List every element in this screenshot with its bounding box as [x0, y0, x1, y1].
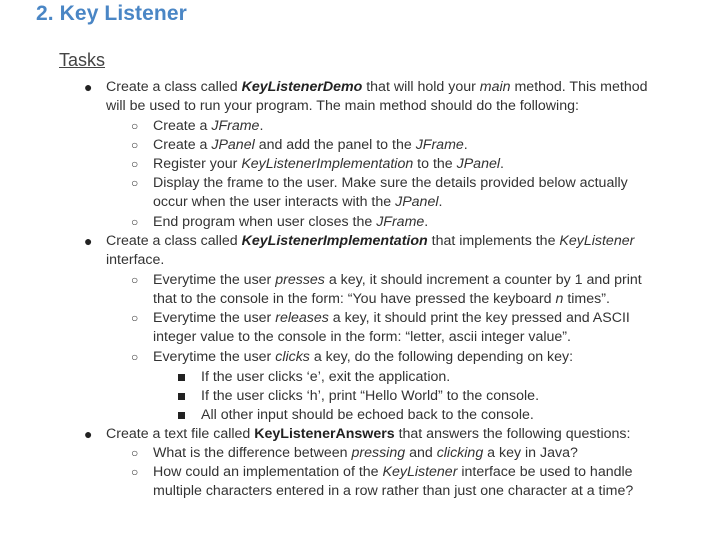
subtask-create-jframe: ○ Create a JFrame.	[153, 117, 263, 136]
subsubtask-other: All other input should be echoed back to the console.	[201, 406, 534, 425]
circle-bullet-icon: ○	[131, 350, 139, 364]
square-bullet-icon	[178, 374, 185, 381]
section-heading: 2. Key Listener	[36, 2, 187, 25]
circle-bullet-icon: ○	[131, 465, 139, 479]
task-item-1: ● Create a class called KeyListenerDemo that will hold your main method. This method will be used to run your program. The main method should do the following:	[84, 79, 648, 115]
bullet-icon: ●	[84, 79, 93, 95]
subtask-end-program: ○ End program when user closes the JFrame.	[153, 213, 428, 232]
square-bullet-icon	[178, 412, 185, 419]
circle-bullet-icon: ○	[131, 273, 139, 287]
circle-bullet-icon: ○	[131, 311, 139, 325]
circle-bullet-icon: ○	[131, 446, 139, 460]
circle-bullet-icon: ○	[131, 119, 139, 133]
task-item-3: ● Create a text file called KeyListenerAnswers that answers the following questions:	[106, 425, 630, 444]
question-pressing-clicking: ○ What is the difference between pressing and clicking a key in Java?	[153, 444, 578, 463]
subtask-create-jpanel: ○ Create a JPanel and add the panel to the JFrame.	[153, 136, 468, 155]
bullet-icon: ●	[84, 426, 93, 442]
task-item-2: ● Create a class called KeyListenerImplementation that implements the KeyListener interface.	[84, 233, 635, 269]
circle-bullet-icon: ○	[131, 215, 139, 229]
circle-bullet-icon: ○	[131, 176, 139, 190]
question-multiple-characters: ○ How could an implementation of the KeyListener interface be used to handle multiple characters entered in a row rather than just one character at a time?	[131, 464, 634, 500]
subtask-register-listener: ○ Register your KeyListenerImplementation to the JPanel.	[153, 155, 504, 174]
circle-bullet-icon: ○	[131, 157, 139, 171]
subtask-releases: ○ Everytime the user releases a key, it should print the key pressed and ASCII integer value to the console in the form: “letter, ascii integer value”.	[131, 310, 630, 346]
subtask-display-frame: ○ Display the frame to the user. Make sure the details provided below actually occur when the user interacts with the JPanel.	[131, 175, 628, 211]
subtask-presses: ○ Everytime the user presses a key, it should increment a counter by 1 and print that to the console in the form: “You have pressed the keyboard n times”.	[131, 272, 642, 308]
circle-bullet-icon: ○	[131, 138, 139, 152]
square-bullet-icon	[178, 393, 185, 400]
tasks-title: Tasks	[59, 50, 106, 70]
subtask-clicks: ○ Everytime the user clicks a key, do the following depending on key:	[153, 348, 573, 367]
bullet-icon: ●	[84, 233, 93, 249]
subsubtask-h: If the user clicks ‘h’, print “Hello World” to the console.	[201, 387, 539, 406]
subsubtask-e: If the user clicks ‘e’, exit the application.	[201, 368, 450, 387]
